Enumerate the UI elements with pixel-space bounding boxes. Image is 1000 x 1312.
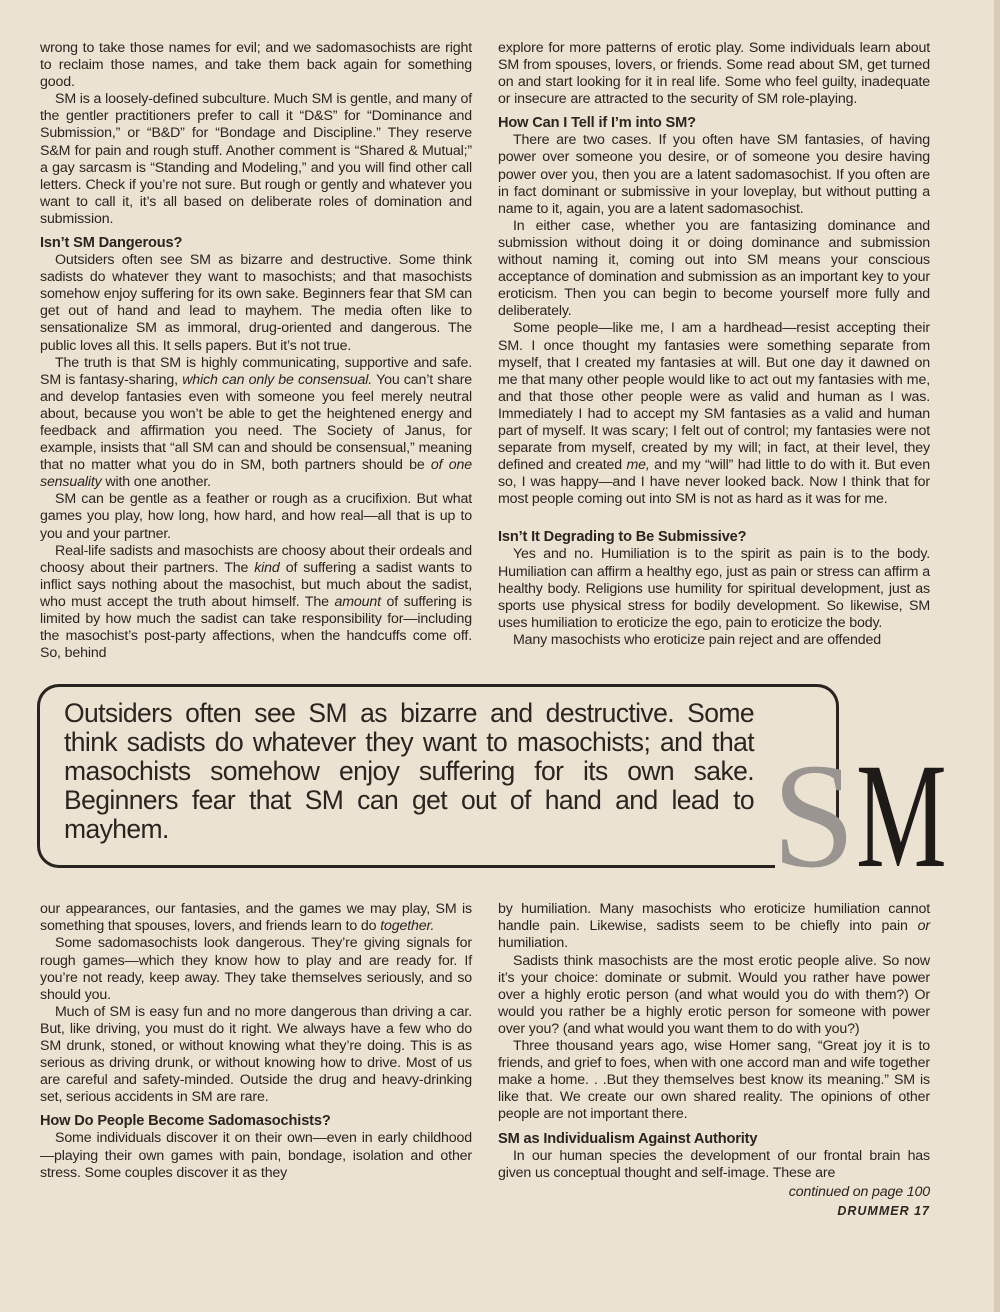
italic-run: of one sensuality [40,457,473,491]
page-folio: DRUMMER 17 [837,1203,930,1218]
paragraph [40,1004,472,1107]
paragraph [40,252,472,355]
text-run: How Do People Become Sadomasochists? [40,1113,331,1130]
text-run: You can’t share and develop fantasies even with someone you feel merely neutral about, because you won’t be able to get the heightened energy and feedback and affirmation you need. The Society of Janus, for example, insists that “all SM can and should be consensual,” meaning that no matter what you do in SM, both partners should be [40,371,473,474]
text-run: Three thousand years ago, wise Homer sang, “Great joy it is to friends, and grief to foes, when with one accord man and wife together make a home. . .But they themselves best know its meaning.” SM is like that. We create our own shared reality. The opinions of other people are not important there. [498,1038,930,1123]
bottom-columns [40,901,930,1200]
text-run: of suffering is limited by how much the sadist can take responsibility for—including the masochist’s post-party affections, when the handcuffs come off. So, behind [40,593,472,662]
text-run: Yes and no. Humiliation is to the spirit as pain is to the body. Humiliation can affirm a healthy ego, just as pain or stress can affirm a healthy body. Religions use humility for spiritual development, just as sports use physical stress for bodily development. So likewise, SM uses humiliation to eroticize the ego, pain to eroticize the body. [498,546,930,631]
text-run: Real-life sadists and masochists are choosy about their ordeals and choosy about their partners. The [40,542,472,576]
text-run: Isn’t SM Dangerous? [40,235,183,252]
text-run: Some people—like me, I am a hardhead—resist accepting their SM. I once thought my fantasies were something separate from myself, that I created my fantasies at will. But one day it dawned on me that many other people would like to act out my fantasies with me, and that those other people were as valid and human as I was. Immediately I had to accept my SM fantasies as a valid and human part of myself. It was scary; I felt out of control; my fantasies were not separate from myself, created by my will; in fact, at their level, they defined and created [498,320,930,474]
top-columns [40,40,930,662]
paragraph [498,40,930,108]
paragraph [498,1148,930,1182]
section-heading [498,528,930,546]
text-run: How Can I Tell if I’m into SM? [498,115,696,132]
spacer [498,508,930,522]
text-run: In our human species the development of our frontal brain has given us conceptual thought and self-image. These are [498,1147,930,1181]
logo-letter-m: M [856,733,947,900]
text-run: Outsiders often see SM as bizarre and destructive. Some think sadists do whatever they want to masochists; and that masochists somehow enjoy suffering for its own sake. Beginners fear that SM can get out of hand and lead to mayhem. The media often like to sensationalize SM as immoral, drug-oriented and dangerous. The public loves all this. It sells papers. But it’s not true. [40,252,472,354]
column-bottom-left [40,901,472,1181]
text-run: SM is a loosely-defined subculture. Much SM is gentle, and many of the gentler practitioners prefer to call it “D&S” for “Dominance and Submission,” or “B&D” for “Bondage and Discipline.” They reserve S&M for pain and rough stuff. Another comment is “Shared & Mutual;” a gay sarcasm is “Standing and Modeling,” and you will find other call letters. Check if you’re not sure. But rough or gently and whatever you want to call it, it’s all based on deliberate roles of domination and submission. [40,91,472,227]
paragraph [40,491,472,542]
text-run: wrong to take those names for evil; and we sadomasochists are right to reclaim those names, and take them back again for something good. [40,40,472,91]
paragraph [40,40,472,91]
paragraph [498,320,930,508]
paragraph [40,355,472,492]
paragraph [498,953,930,1038]
text-run: our appearances, our fantasies, and the games we may play, SM is something that spouses, lovers, and friends learn to do [40,901,472,935]
text-run: explore for more patterns of erotic play. Some individuals learn about SM from spouses, lovers, or friends. Some read about SM, get turned on and start looking for it in real life. Some who feel guilty, inadequate or insecure are attracted to the security of SM role-playing. [498,40,930,108]
paragraph [498,132,930,217]
italic-run: or [917,918,930,935]
pull-quote-section [37,684,947,900]
column-bottom-right-wrap [498,901,930,1200]
paragraph [40,935,472,1003]
paragraph [498,1038,930,1123]
column-top-left [40,40,472,662]
text-run: Isn’t It Degrading to Be Submissive? [498,529,747,546]
page-edge [994,0,1000,1312]
column-bottom-right [498,901,930,1181]
text-run: There are two cases. If you often have SM fantasies, of having power over someone you desire, or of someone you desire having power over you, then you are a latent sadomasochist. If you often are in fact dominant or submissive in your loveplay, but without putting a name to it, again, you are a latent sadomasochist. [498,132,930,217]
paragraph [498,546,930,631]
text-run: Some sadomasochists look dangerous. They’re giving signals for rough games—which they know how to play and are ready for. If you’re not ready, keep away. They take themselves seriously, and so should you. [40,935,472,1003]
text-run: Many masochists who eroticize pain reject and are offended [513,631,882,648]
italic-run: together. [380,918,435,935]
paragraph [498,218,930,321]
text-run: of suffering a sadist wants to inflict says nothing about the masochist, but much about the sadist, who must accept the truth about himself. The [40,559,472,610]
text-run: In either case, whether you are fantasizing dominance and submission without doing it or doing dominance and submission without naming it, coming out into SM means your conscious acceptance of domination and submission as an important key to your eroticism. Then you can begin to become yourself more fully and deliberately. [498,217,930,320]
column-top-right [498,40,930,649]
pull-quote-box-bottom [37,841,775,868]
italic-run: which can only be consensual. [182,371,373,388]
text-run: SM as Individualism Against Authority [498,1130,758,1147]
paragraph [498,901,930,952]
text-run: SM can be gentle as a feather or rough as a crucifixion. But what games you play, how long, how hard, and how real—all that is up to you and your partner. [40,491,472,542]
paragraph [40,1130,472,1181]
italic-run: amount [334,593,381,610]
italic-run: me, [626,457,650,474]
text-run: by humiliation. Many masochists who eroticize humiliation cannot handle pain. Likewise, sadists seem to be chiefly into pain [498,901,930,935]
paragraph [498,632,930,649]
text-run: Some individuals discover it on their own—even in early childhood—playing their own games with pain, bondage, isolation and other stress. Some couples discover it as they [40,1130,472,1181]
paragraph [40,901,472,935]
section-heading [40,1112,472,1130]
section-heading [498,1130,930,1148]
text-run: and my “will” had little to do with it. But even so, I was happy—and I have never looked back. Now I think that for most people coming out into SM is not as hard as it was for me. [498,457,930,508]
section-heading [40,234,472,252]
text-run: The truth is that SM is highly communicating, supportive and safe. SM is fantasy-sharing, [40,354,472,388]
logo-letter-s: S [772,733,856,900]
continued-note: continued on page 100 [788,1183,930,1200]
sm-logo [772,733,952,900]
pull-quote: Outsiders often see SM as bizarre and destructive. Some think sadists do whatever they want to masochists; and that masochists somehow enjoy suffering for its own sake. Beginners fear that SM can get out of hand and lead to mayhem. [64,698,754,845]
text-run: humiliation. [498,935,568,952]
paragraph [40,91,472,228]
paragraph [40,543,472,663]
text-run: Sadists think masochists are the most erotic people alive. So now it’s your choice: dominate or submit. Would you rather have power over a highly erotic person (and what would you do with them?) Or would you rather be a highly erotic person for someone with power over you? (and what would you want them to do with you?) [498,952,930,1037]
text-run: Much of SM is easy fun and no more dangerous than driving a car. But, like driving, you must do it right. We always have a few who do SM drunk, stoned, or without knowing what they’re doing. This is as serious as driving drunk, or without knowing how to drive. Most of us are careful and safety-minded. Outside the drug and heavy-drinking set, serious accidents in SM are rare. [40,1003,472,1106]
text-run: with one another. [101,474,211,491]
italic-run: kind [254,559,280,576]
section-heading [498,114,930,132]
